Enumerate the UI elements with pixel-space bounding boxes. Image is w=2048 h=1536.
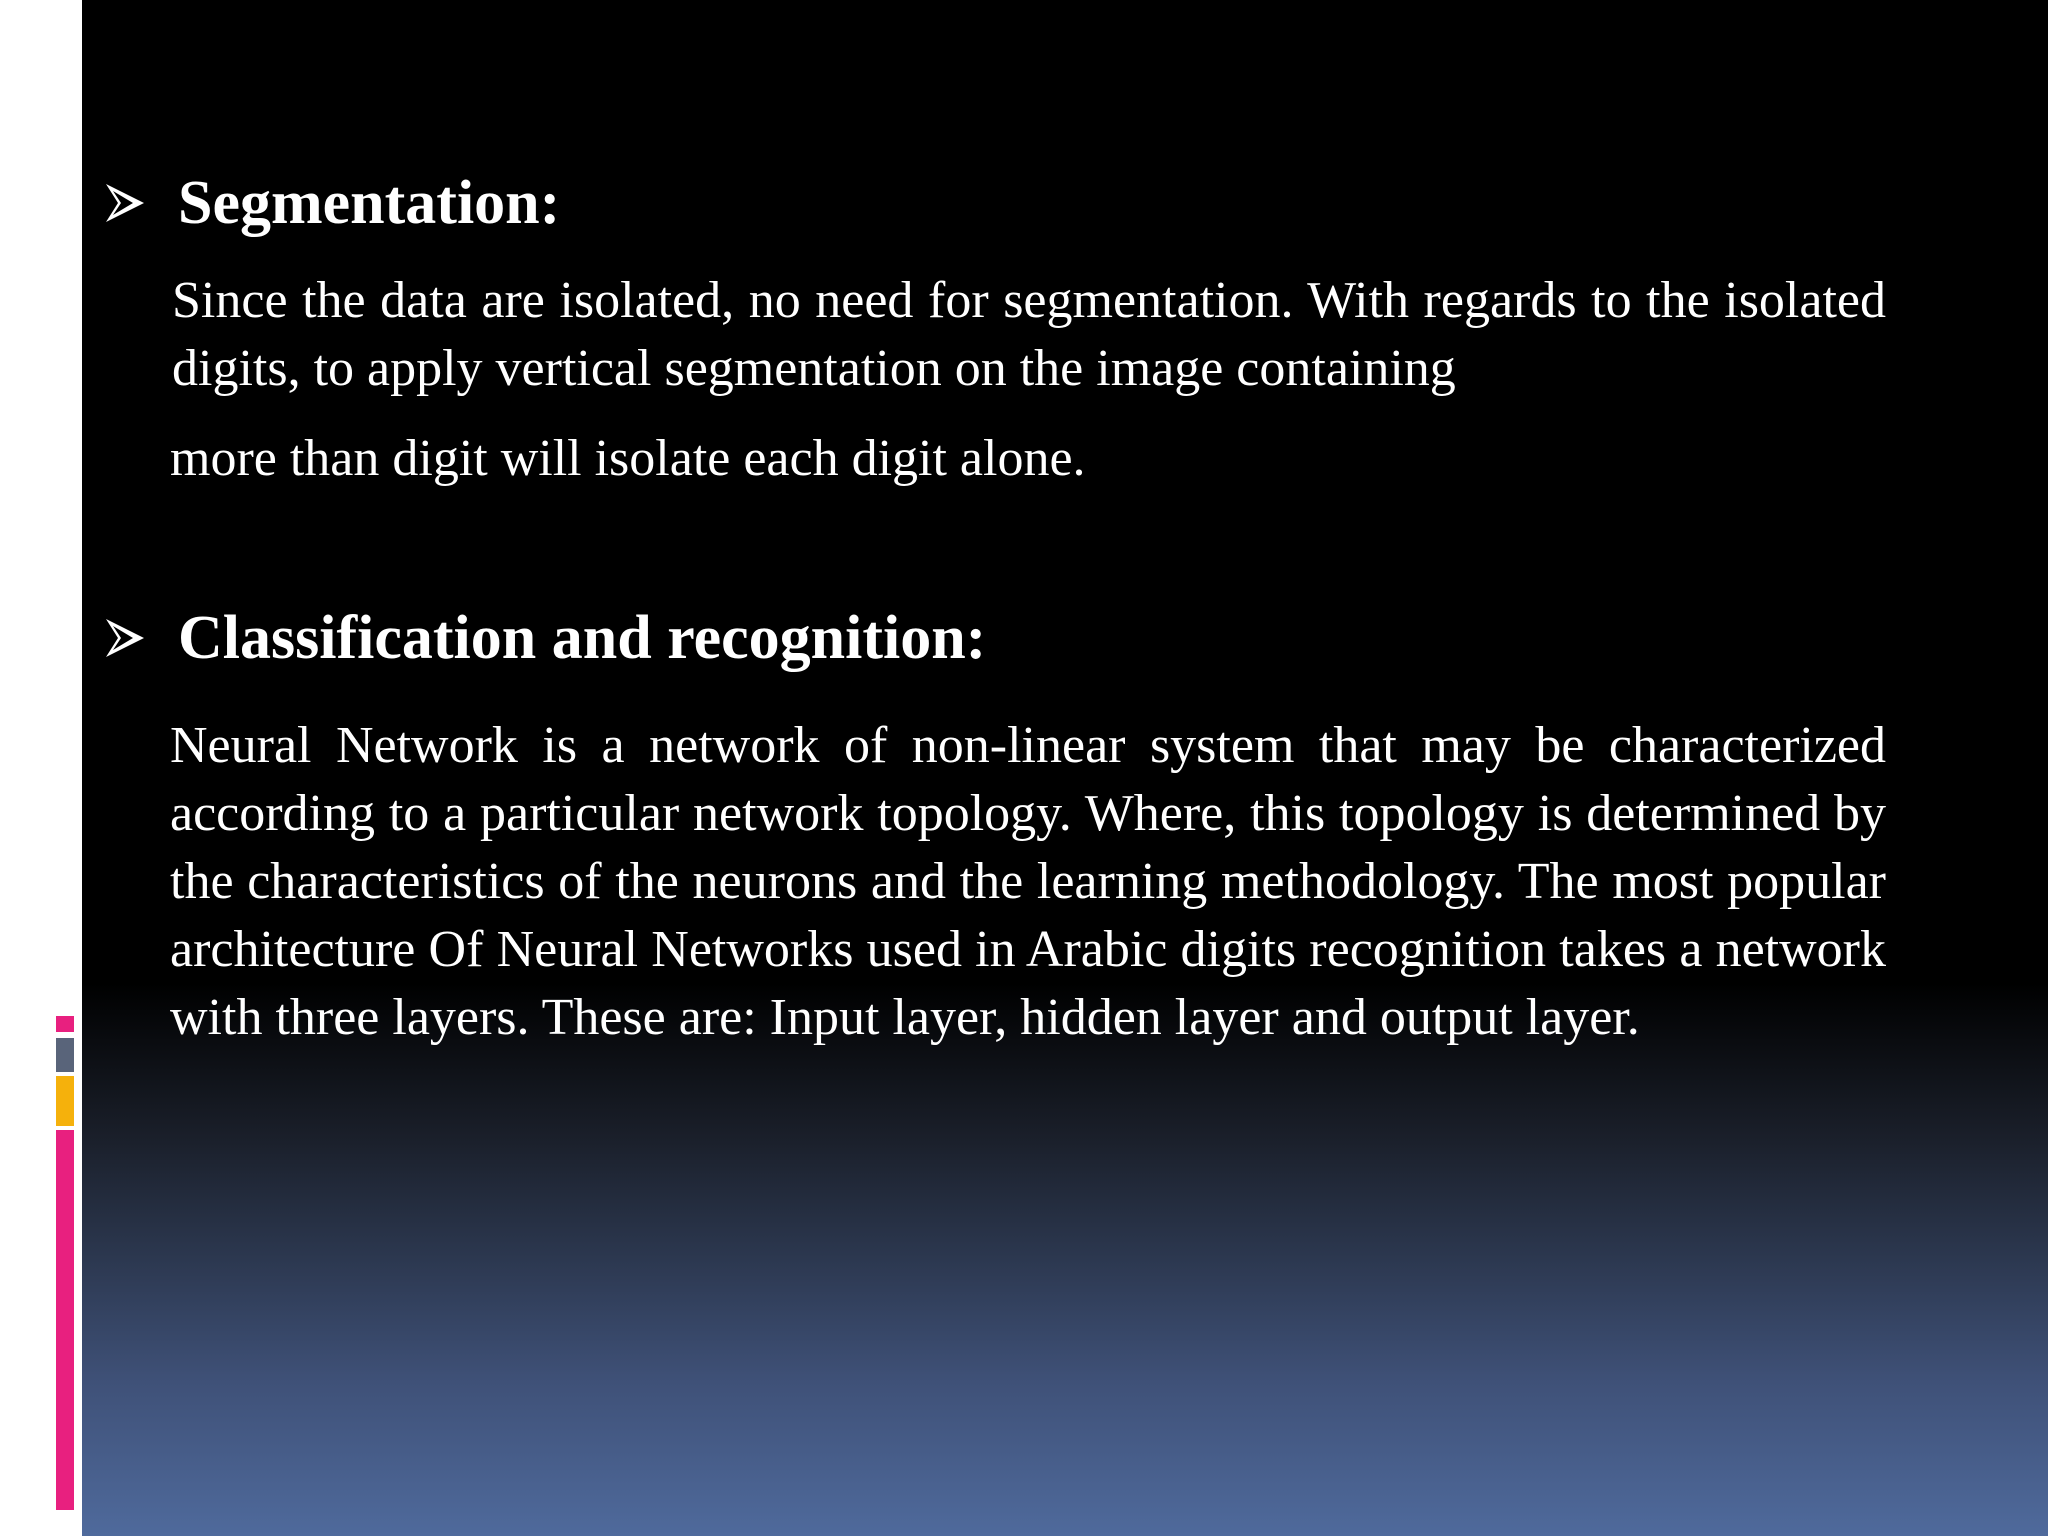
- accent-bar-pink-small: [56, 1016, 74, 1032]
- accent-bar-gold: [56, 1076, 74, 1126]
- section-heading-segmentation: [104, 169, 561, 237]
- heading-text: Segmentation:: [178, 169, 561, 237]
- segmentation-paragraph-continued: more than digit will isolate each digit alone.: [170, 430, 1086, 487]
- classification-paragraph: Neural Network is a network of non-linear system that may be characterized according to a particular network topology. Where, this topology is determined by the characteristics of the neurons and the learning methodology. The most popular architecture Of Neural Networks used in Arabic digits recognition takes a network with three layers. These are: Input layer, hidden layer and output layer.: [170, 717, 1886, 1046]
- section-heading-classification: [104, 604, 987, 672]
- accent-bar-slate: [56, 1038, 74, 1072]
- decorative-vertical-lines: [48, 148, 82, 236]
- arrowhead-bullet-icon: [104, 617, 152, 659]
- segmentation-paragraph: Since the data are isolated, no need for segmentation. With regards to the isolated digits, to apply vertical segmentation on the image containing: [172, 272, 1886, 397]
- heading-text: Classification and recognition:: [178, 604, 987, 672]
- accent-bar-pink-long: [56, 1130, 74, 1510]
- arrowhead-bullet-icon: [104, 182, 152, 224]
